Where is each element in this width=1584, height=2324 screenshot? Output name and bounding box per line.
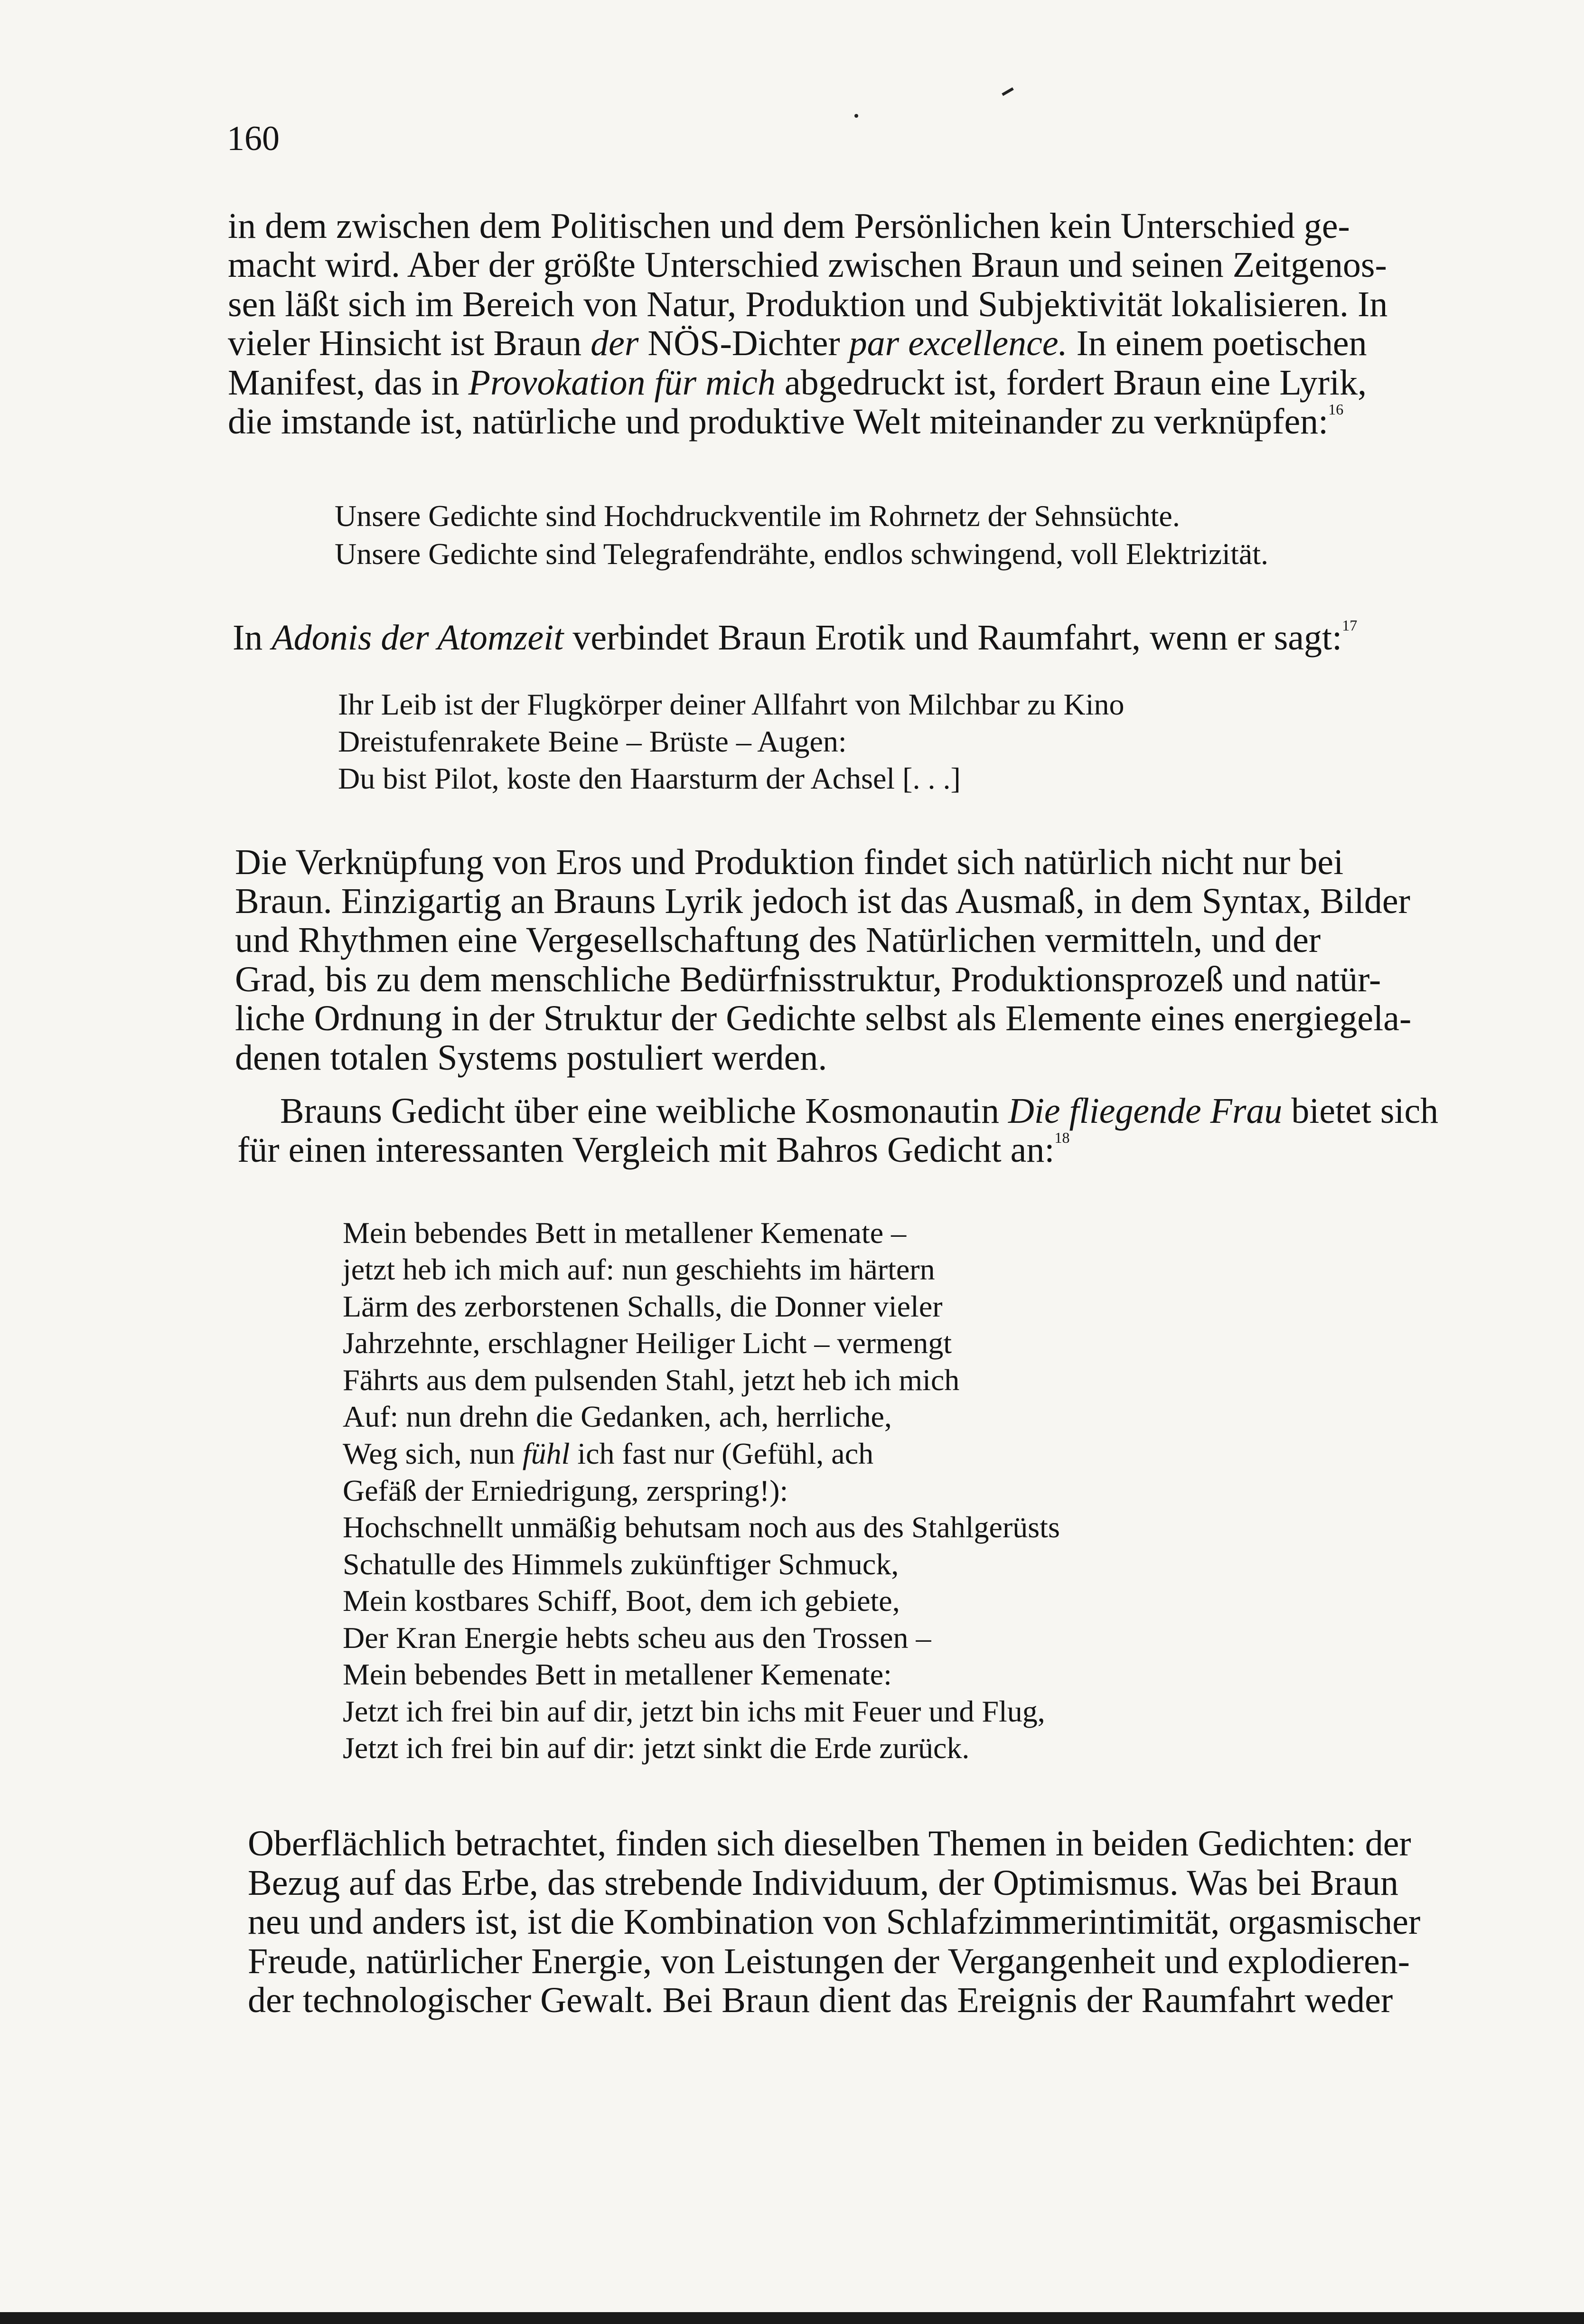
quote-line: Dreistufenrakete Beine – Brüste – Augen: (338, 724, 847, 758)
quote-line: Unsere Gedichte sind Telegrafendrähte, endlos schwingend, voll Elektrizität. (335, 537, 1269, 571)
body-line: sen läßt sich im Bereich von Natur, Produktion und Subjektivität lokalisieren. In (228, 284, 1388, 324)
poem-line: Der Kran Energie hebts scheu aus den Trossen – (343, 1621, 931, 1655)
body-line: macht wird. Aber der größte Unterschied zwischen Braun und seinen Zeitgenos- (228, 245, 1387, 285)
poem-line: Fährts aus dem pulsenden Stahl, jetzt heb ich mich (343, 1363, 960, 1397)
poem-line: Gefäß der Erniedrigung, zerspring!): (343, 1474, 788, 1507)
poem-line: Mein kostbares Schiff, Boot, dem ich gebiete, (343, 1584, 900, 1618)
body-line: Braun. Einzigartig an Brauns Lyrik jedoch ist das Ausmaß, in dem Syntax, Bilder (235, 881, 1410, 921)
body-line: Brauns Gedicht über eine weibliche Kosmonautin Die fliegende Frau bietet sich (280, 1091, 1439, 1131)
body-line: für einen interessanten Vergleich mit Bahros Gedicht an:$^{18}$ (237, 1129, 1070, 1170)
poem-line: Auf: nun drehn die Gedanken, ach, herrliche, (343, 1400, 892, 1433)
body-line: In Adonis der Atomzeit verbindet Braun Erotik und Raumfahrt, wenn er sagt:$^{17}$ (233, 617, 1358, 658)
poem-line: Lärm des zerborstenen Schalls, die Donner vieler (343, 1289, 943, 1323)
body-line: Manifest, das in Provokation für mich abgedruckt ist, fordert Braun eine Lyrik, (228, 363, 1367, 403)
body-line: der technologischer Gewalt. Bei Braun dient das Ereignis der Raumfahrt weder (248, 1980, 1393, 2020)
body-line: und Rhythmen eine Vergesellschaftung des Natürlichen vermitteln, und der (235, 920, 1321, 960)
footnote-ref: 16 (1328, 401, 1344, 418)
poem-line: Mein bebendes Bett in metallener Kemenate – (343, 1216, 907, 1250)
poem-title: Die fliegende Frau (1008, 1091, 1283, 1131)
body-line: Die Verknüpfung von Eros und Produktion findet sich natürlich nicht nur bei (235, 842, 1344, 882)
poem-line: Weg sich, nun fühl ich fast nur (Gefühl, ach (343, 1437, 874, 1470)
body-line: liche Ordnung in der Struktur der Gedichte selbst als Elemente eines energiegela- (235, 998, 1412, 1038)
quote-line: Du bist Pilot, koste den Haarsturm der Achsel [. . .] (338, 762, 961, 795)
quote-line: Ihr Leib ist der Flugkörper deiner Allfahrt von Milchbar zu Kino (338, 687, 1125, 721)
body-line: Oberflächlich betrachtet, finden sich dieselben Themen in beiden Gedichten: der (248, 1824, 1411, 1863)
body-line: denen totalen Systems postuliert werden. (235, 1038, 827, 1078)
body-line: Freude, natürlicher Energie, von Leistungen der Vergangenheit und explodieren- (248, 1941, 1410, 1981)
body-line: vieler Hinsicht ist Braun der NÖS-Dichter par excellence. In einem poetischen (228, 323, 1367, 363)
poem-line: Jetzt ich frei bin auf dir: jetzt sinkt die Erde zurück. (343, 1731, 970, 1765)
body-line: Grad, bis zu dem menschliche Bedürfnisstruktur, Produktionsprozeß und natür- (235, 960, 1381, 999)
scan-mark (1002, 87, 1014, 96)
poem-line: Schatulle des Himmels zukünftiger Schmuck, (343, 1547, 899, 1581)
body-line: in dem zwischen dem Politischen und dem Persönlichen kein Unterschied ge- (228, 206, 1350, 246)
poem-title: Adonis der Atomzeit (272, 618, 564, 658)
body-line: die imstande ist, natürliche und produktive Welt miteinander zu verknüpfen:$^{16}$ (228, 401, 1344, 442)
scan-mark (854, 114, 858, 118)
poem-line: Jetzt ich frei bin auf dir, jetzt bin ichs mit Feuer und Flug, (343, 1694, 1045, 1728)
page-number: 160 (227, 119, 280, 158)
body-line: neu und anders ist, ist die Kombination von Schlafzimmerintimität, orgasmischer (248, 1902, 1421, 1942)
book-title: Provokation für mich (468, 363, 776, 403)
footnote-ref: 18 (1054, 1129, 1070, 1146)
quote-line: Unsere Gedichte sind Hochdruckventile im Rohrnetz der Sehnsüchte. (335, 499, 1180, 533)
poem-line: jetzt heb ich mich auf: nun geschiehts im härtern (343, 1252, 935, 1286)
emphasis: par excellence. (849, 323, 1068, 363)
body-line: Bezug auf das Erbe, das strebende Individuum, der Optimismus. Was bei Braun (248, 1863, 1398, 1903)
poem-line: Mein bebendes Bett in metallener Kemenate: (343, 1657, 892, 1691)
poem-line: Jahrzehnte, erschlagner Heiliger Licht – vermengt (343, 1326, 952, 1360)
emphasis: der (590, 323, 639, 363)
scan-border (0, 2312, 1584, 2324)
emphasis: fühl (522, 1437, 570, 1470)
footnote-ref: 17 (1342, 617, 1358, 634)
poem-line: Hochschnellt unmäßig behutsam noch aus des Stahlgerüsts (343, 1510, 1060, 1544)
